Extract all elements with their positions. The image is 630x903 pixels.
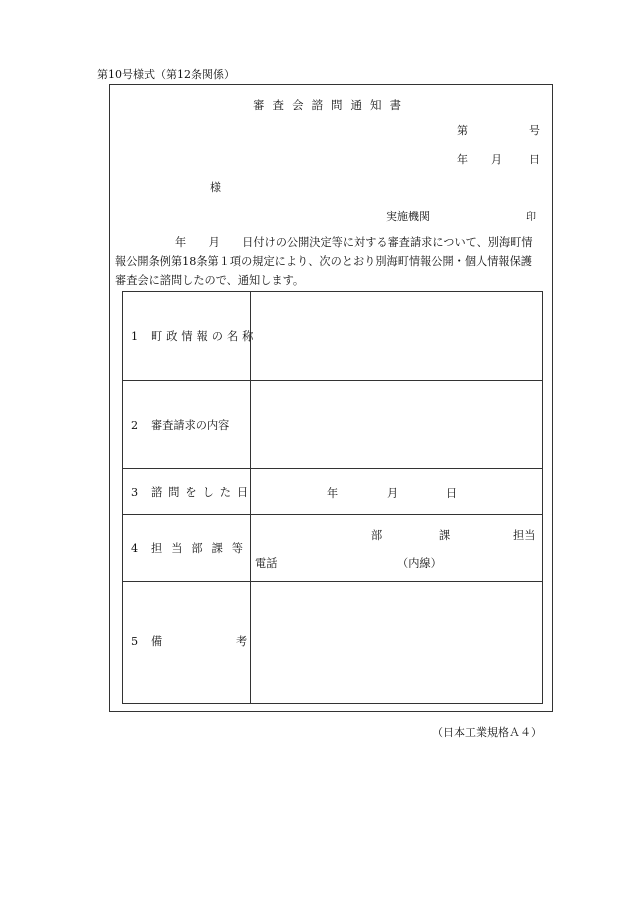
- row-label-text: 町政情報の名称: [151, 330, 258, 343]
- table-row: [123, 292, 543, 381]
- row-label-text: 諮問をした日: [151, 485, 255, 499]
- row-label-consult-date: 3 諮問をした日: [123, 469, 251, 515]
- table-row: [123, 469, 543, 515]
- seal-mark: 印: [526, 212, 536, 223]
- table-row: [123, 381, 543, 469]
- form-title: 審査会諮問通知書: [253, 98, 409, 112]
- form-number-label: 第10号様式（第12条関係）: [97, 68, 235, 81]
- body-line-2: 報公開条例第18条第１項の規定により、次のとおり別海町情報公開・個人情報保護: [115, 255, 532, 268]
- notice-form-frame: [109, 84, 553, 712]
- row-label-text: 審査請求の内容: [151, 418, 230, 432]
- doc-number-dai: 第: [457, 124, 468, 137]
- details-table: [122, 291, 543, 704]
- date-year: 年: [457, 153, 468, 166]
- department-ka: 課: [439, 529, 451, 542]
- department-tanto: 担当: [513, 529, 536, 542]
- paper-size-note: （日本工業規格Ａ４）: [432, 726, 542, 739]
- remarks-label-right: 考: [236, 634, 248, 648]
- consult-date-month: 月: [387, 487, 399, 500]
- date-month: 月: [491, 153, 502, 166]
- extension-label: （内線）: [397, 557, 442, 570]
- body-line-3: 審査会に諮問したので、通知します。: [115, 274, 305, 287]
- row-label-info-name: 1 町政情報の名称: [123, 292, 251, 381]
- body-line-1: 年 月 日付けの公開決定等に対する審査請求について、別海町情: [175, 236, 533, 249]
- row-label-remarks: 5 備 考: [123, 582, 251, 704]
- recipient-honorific: 様: [210, 181, 221, 194]
- consult-date-field[interactable]: [251, 469, 543, 515]
- implementing-agency-label: 実施機関: [386, 210, 430, 223]
- department-bu: 部: [371, 529, 383, 542]
- table-row: [123, 515, 543, 582]
- info-name-field[interactable]: [251, 292, 543, 381]
- row-label-request-content: 2 審査請求の内容: [123, 381, 251, 469]
- table-row: [123, 582, 543, 704]
- consult-date-day: 日: [446, 487, 458, 500]
- row-label-department: 4 担当部課等: [123, 515, 251, 582]
- date-day: 日: [529, 153, 540, 166]
- doc-number-go: 号: [529, 124, 540, 137]
- consult-date-year: 年: [327, 487, 339, 500]
- department-field[interactable]: [251, 515, 543, 582]
- request-content-field[interactable]: [251, 381, 543, 469]
- remarks-label-left: 備: [151, 634, 163, 648]
- phone-label: 電話: [255, 557, 278, 570]
- row-label-text: 担当部課等: [151, 542, 252, 555]
- remarks-field[interactable]: [251, 582, 543, 704]
